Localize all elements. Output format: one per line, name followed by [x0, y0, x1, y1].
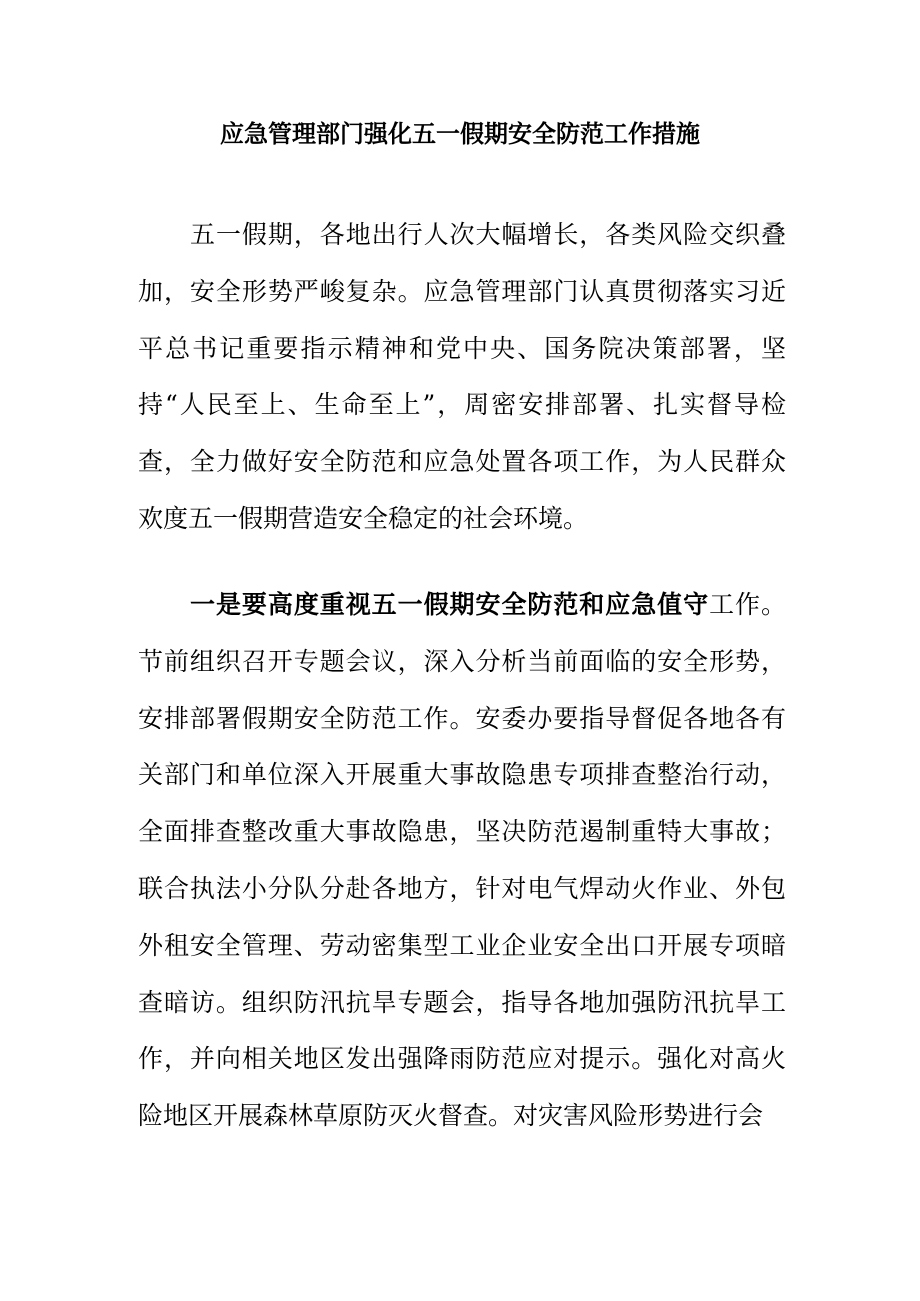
paragraph-intro: [138, 207, 786, 548]
paragraph-measure-one-lead: 一是要高度重视五一假期安全防范和应急值守: [190, 590, 710, 619]
paragraph-intro-text: 五一假期，各地出行人次大幅增长，各类风险交织叠加，安全形势严峻复杂。应急管理部门认真贯彻落实习近平总书记重要指示精神和党中央、国务院决策部署，坚持“人民至上、生命至上”，周密安排部署、扎实督导检查，全力做好安全防范和应急处置各项工作，为人民群众欢度五一假期营造安全稳定的社会环境。: [138, 220, 786, 533]
document-title: 应急管理部门强化五一假期安全防范工作措施: [220, 119, 700, 148]
paragraph-measure-one-text: 工作。节前组织召开专题会议，深入分析当前面临的安全形势，安排部署假期安全防范工作。安委办要指导督促各地各有关部门和单位深入开展重大事故隐患专项排查整治行动，全面排查整改重大事故隐患，坚决防范遏制重特大事故；联合执法小分队分赴各地方，针对电气焊动火作业、外包外租安全管理、劳动密集型工业企业安全出口开展专项暗查暗访。组织防汛抗旱专题会，指导各地加强防汛抗旱工作，并向相关地区发出强降雨防范应对提示。强化对高火险地区开展森林草原防灭火督查。对灾害风险形势进行会: [138, 590, 786, 1131]
paragraph-measure-one: [138, 577, 786, 1145]
